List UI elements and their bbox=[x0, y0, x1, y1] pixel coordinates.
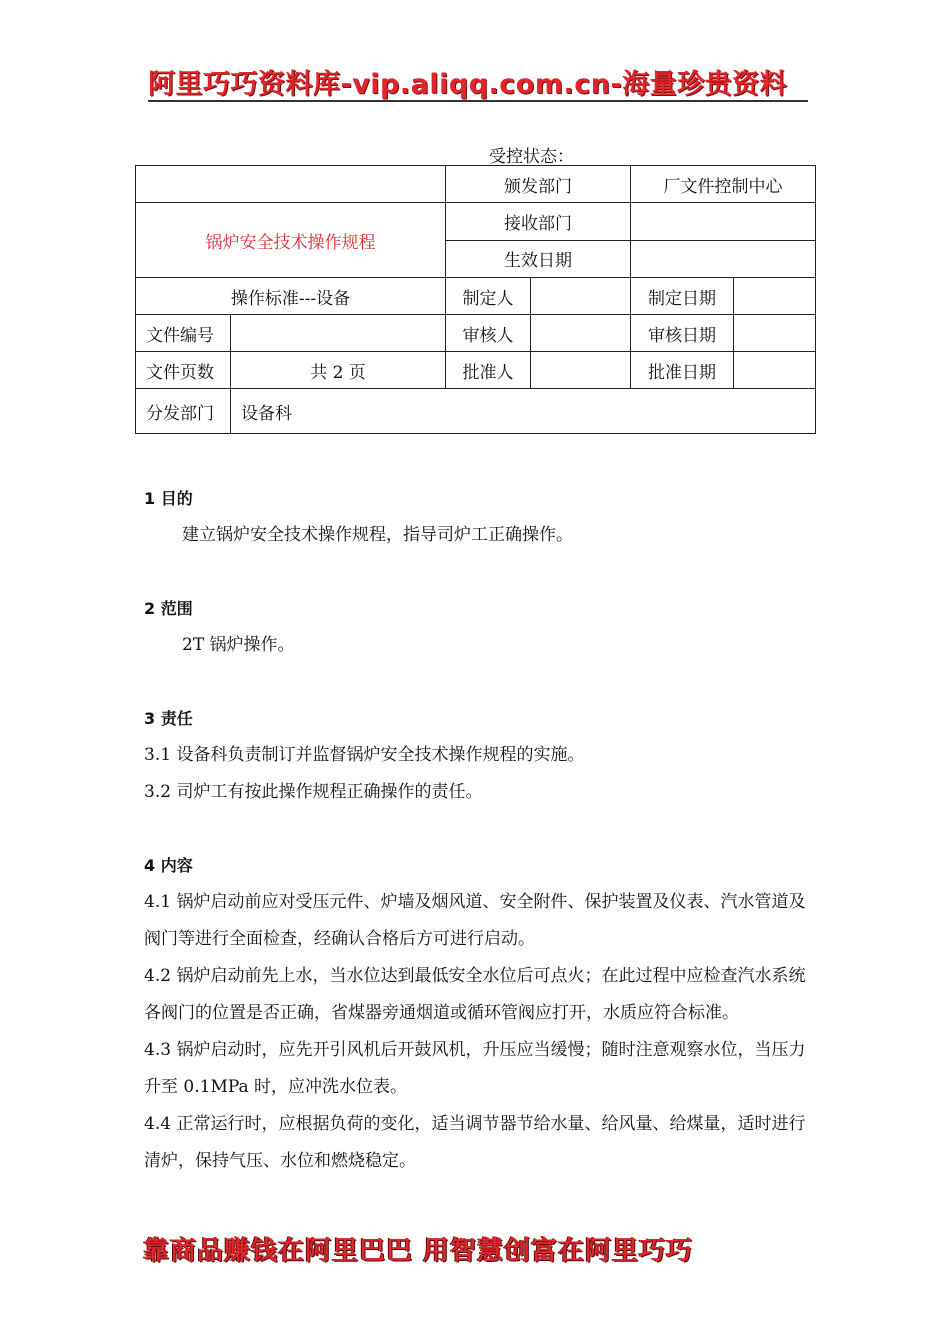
issue-dept-label: 颁发部门 bbox=[446, 166, 631, 203]
section-3-1: 3.1 设备科负责制订并监督锅炉安全技术操作规程的实施。 bbox=[144, 745, 585, 765]
section-4-title: 4 内容 bbox=[144, 856, 193, 875]
review-date-value bbox=[734, 315, 816, 352]
section-3-title: 3 责任 bbox=[144, 709, 193, 728]
reviewer-label: 审核人 bbox=[446, 315, 531, 352]
effective-date-value bbox=[631, 240, 816, 278]
section-1-title: 1 目的 bbox=[144, 489, 193, 508]
approve-date-label: 批准日期 bbox=[631, 352, 734, 389]
drafter-value bbox=[531, 278, 631, 315]
draft-date-value bbox=[734, 278, 816, 315]
doc-no-label: 文件编号 bbox=[136, 315, 231, 352]
receive-dept-label: 接收部门 bbox=[446, 203, 631, 241]
dist-dept-label: 分发部门 bbox=[136, 389, 231, 434]
doc-title: 锅炉安全技术操作规程 bbox=[136, 203, 446, 278]
drafter-label: 制定人 bbox=[446, 278, 531, 315]
section-4-3: 4.3 锅炉启动时，应先开引风机后开鼓风机，升压应当缓慢；随时注意观察水位，当压力升至 0.1MPa 时，应冲洗水位表。 bbox=[144, 1040, 806, 1097]
document-header-table bbox=[135, 165, 816, 434]
approve-date-value bbox=[734, 352, 816, 389]
review-date-label: 审核日期 bbox=[631, 315, 734, 352]
top-banner-text: 阿里巧巧资料库-vip.aliqq.com.cn-海量珍贵资料 bbox=[148, 69, 788, 100]
pages-label: 文件页数 bbox=[136, 352, 231, 389]
section-2-text: 2T 锅炉操作。 bbox=[182, 635, 295, 655]
top-banner bbox=[148, 60, 808, 104]
section-4-4: 4.4 正常运行时，应根据负荷的变化，适当调节器节给水量、给风量、给煤量，适时进行清炉，保持气压、水位和燃烧稳定。 bbox=[144, 1114, 806, 1171]
effective-date-label: 生效日期 bbox=[446, 240, 631, 278]
receive-dept-value bbox=[631, 203, 816, 241]
document-body bbox=[144, 480, 809, 1180]
reviewer-value bbox=[531, 315, 631, 352]
doc-category: 操作标准---设备 bbox=[136, 278, 446, 315]
draft-date-label: 制定日期 bbox=[631, 278, 734, 315]
section-4-2: 4.2 锅炉启动前先上水，当水位达到最低安全水位后可点火；在此过程中应检查汽水系统各阀门的位置是否正确，省煤器旁通烟道或循环管阀应打开，水质应符合标准。 bbox=[144, 966, 806, 1023]
section-2-title: 2 范围 bbox=[144, 599, 193, 618]
doc-no-value bbox=[231, 315, 446, 352]
bottom-banner: 靠商品赚钱在阿里巴巴 用智慧创富在阿里巧巧 bbox=[143, 1236, 694, 1266]
pages-value: 共 2 页 bbox=[231, 352, 446, 389]
control-status-label: 受控状态： bbox=[489, 147, 574, 167]
dist-dept-value: 设备科 bbox=[231, 389, 816, 434]
blank-cell bbox=[136, 166, 446, 203]
section-3-2: 3.2 司炉工有按此操作规程正确操作的责任。 bbox=[144, 782, 483, 802]
top-banner-underline bbox=[148, 100, 808, 102]
section-4-1: 4.1 锅炉启动前应对受压元件、炉墙及烟风道、安全附件、保护装置及仪表、汽水管道及阀门等进行全面检查，经确认合格后方可进行启动。 bbox=[144, 892, 806, 949]
issue-dept-value: 厂文件控制中心 bbox=[631, 166, 816, 203]
approver-value bbox=[531, 352, 631, 389]
section-1-text: 建立锅炉安全技术操作规程，指导司炉工正确操作。 bbox=[182, 525, 573, 545]
approver-label: 批准人 bbox=[446, 352, 531, 389]
